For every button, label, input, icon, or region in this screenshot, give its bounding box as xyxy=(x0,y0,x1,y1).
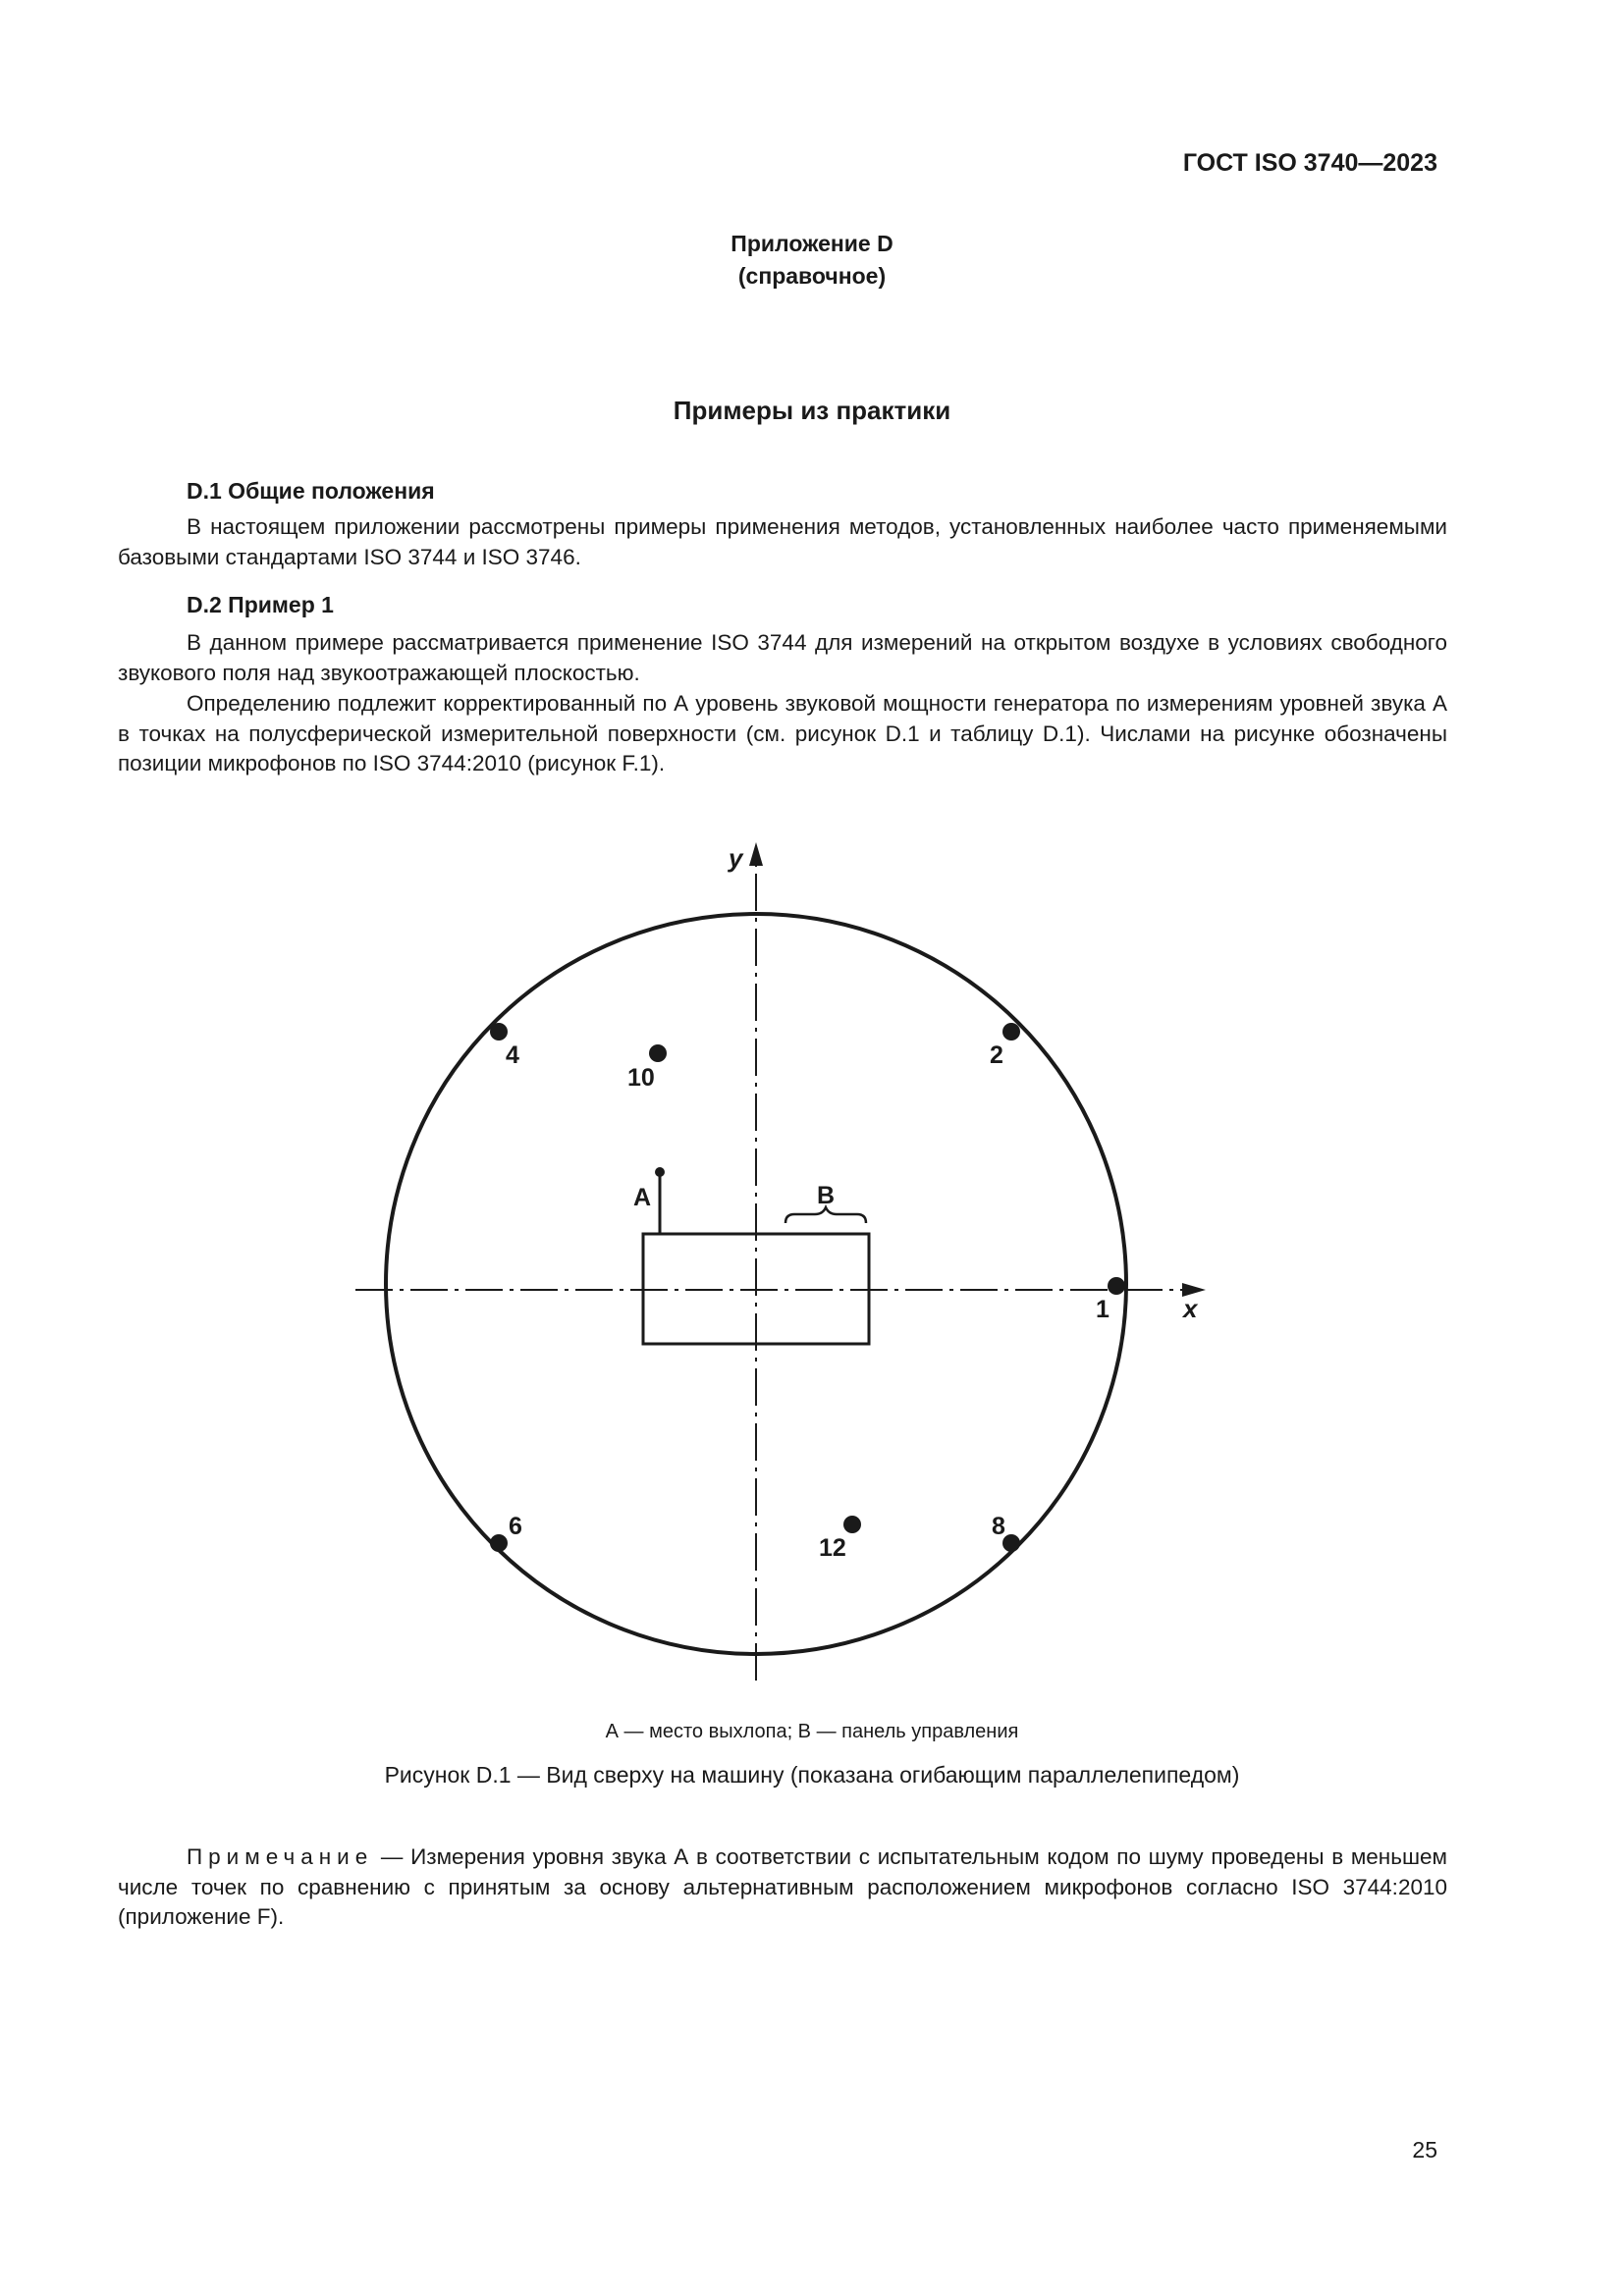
x-axis-label: x xyxy=(1183,1294,1198,1323)
mic-position-12 xyxy=(819,1516,861,1562)
note-text: — Измерения уровня звука А в соответствии с испытательным кодом по шуму проведены в меньшем числе точек по сравнению с принятым за основу альтернативным расположением микрофонов согласно ISO 3744:2010 (приложение F). xyxy=(118,1844,1447,1929)
mic-12-label: 12 xyxy=(819,1534,846,1562)
y-axis-label: y xyxy=(729,843,743,873)
mic-1-label: 1 xyxy=(1096,1296,1110,1323)
document-id: ГОСТ ISO 3740—2023 xyxy=(1182,149,1437,177)
mic-position-2 xyxy=(990,1023,1020,1069)
mic-position-8 xyxy=(992,1513,1020,1552)
mic-8-label: 8 xyxy=(992,1513,1005,1540)
mic-6-dot xyxy=(490,1534,508,1552)
section-d1-paragraph xyxy=(118,512,1447,572)
section-d1-text: В настоящем приложении рассмотрены примеры применения методов, установленных наиболее часто применяемыми базовыми стандартами ISO 3744 и ISO 3746. xyxy=(118,514,1447,569)
label-a: A xyxy=(633,1184,652,1211)
section-d2-paragraph-1 xyxy=(118,628,1447,688)
mic-position-1 xyxy=(1096,1277,1125,1323)
section-d2-paragraph-2 xyxy=(118,689,1447,779)
section-d1-heading: D.1 Общие положения xyxy=(187,478,435,504)
note-paragraph xyxy=(118,1842,1447,1933)
mic-12-dot xyxy=(843,1516,861,1533)
mic-10-dot xyxy=(649,1044,667,1062)
mic-position-4 xyxy=(490,1023,519,1069)
mic-6-label: 6 xyxy=(509,1513,522,1540)
mic-position-10 xyxy=(627,1044,667,1092)
mic-2-dot xyxy=(1002,1023,1020,1041)
annex-title: Примеры из практики xyxy=(673,396,951,425)
mic-2-label: 2 xyxy=(990,1041,1003,1069)
section-d2-text-1: В данном примере рассматривается применение ISO 3744 для измерений на открытом воздухе в условиях свободного звукового поля над звукоотражающей плоскостью. xyxy=(118,630,1447,685)
mic-4-label: 4 xyxy=(506,1041,519,1069)
annex-label: Приложение D xyxy=(731,231,893,256)
mic-10-label: 10 xyxy=(627,1064,655,1092)
figure-legend: А — место выхлопа; В — панель управления xyxy=(605,1721,1019,1742)
figure-d1 xyxy=(324,825,1227,1688)
section-d2-text-2: Определению подлежит корректированный по А уровень звуковой мощности генератора по измерениям уровней звука А в точках на полусферической измерительной поверхности (см. рисунок D.1 и таблицу D.1). Числами на рисунке обозначены позиции микрофонов по ISO 3744:2010 (рисунок F.1). xyxy=(118,691,1447,775)
mic-position-6 xyxy=(490,1513,522,1552)
note-label: Примечание xyxy=(187,1844,374,1869)
label-b: B xyxy=(817,1182,836,1209)
annex-heading xyxy=(0,228,1624,293)
y-axis-arrow xyxy=(749,842,763,866)
mic-4-dot xyxy=(490,1023,508,1041)
exhaust-point xyxy=(655,1167,665,1177)
annex-type: (справочное) xyxy=(737,263,887,289)
control-panel-brace xyxy=(785,1207,866,1223)
section-d2-heading: D.2 Пример 1 xyxy=(187,592,334,617)
figure-caption: Рисунок D.1 — Вид сверху на машину (показана огибающим параллелепипедом) xyxy=(384,1762,1240,1788)
mic-1-dot xyxy=(1108,1277,1125,1295)
page-number: 25 xyxy=(1412,2137,1437,2163)
